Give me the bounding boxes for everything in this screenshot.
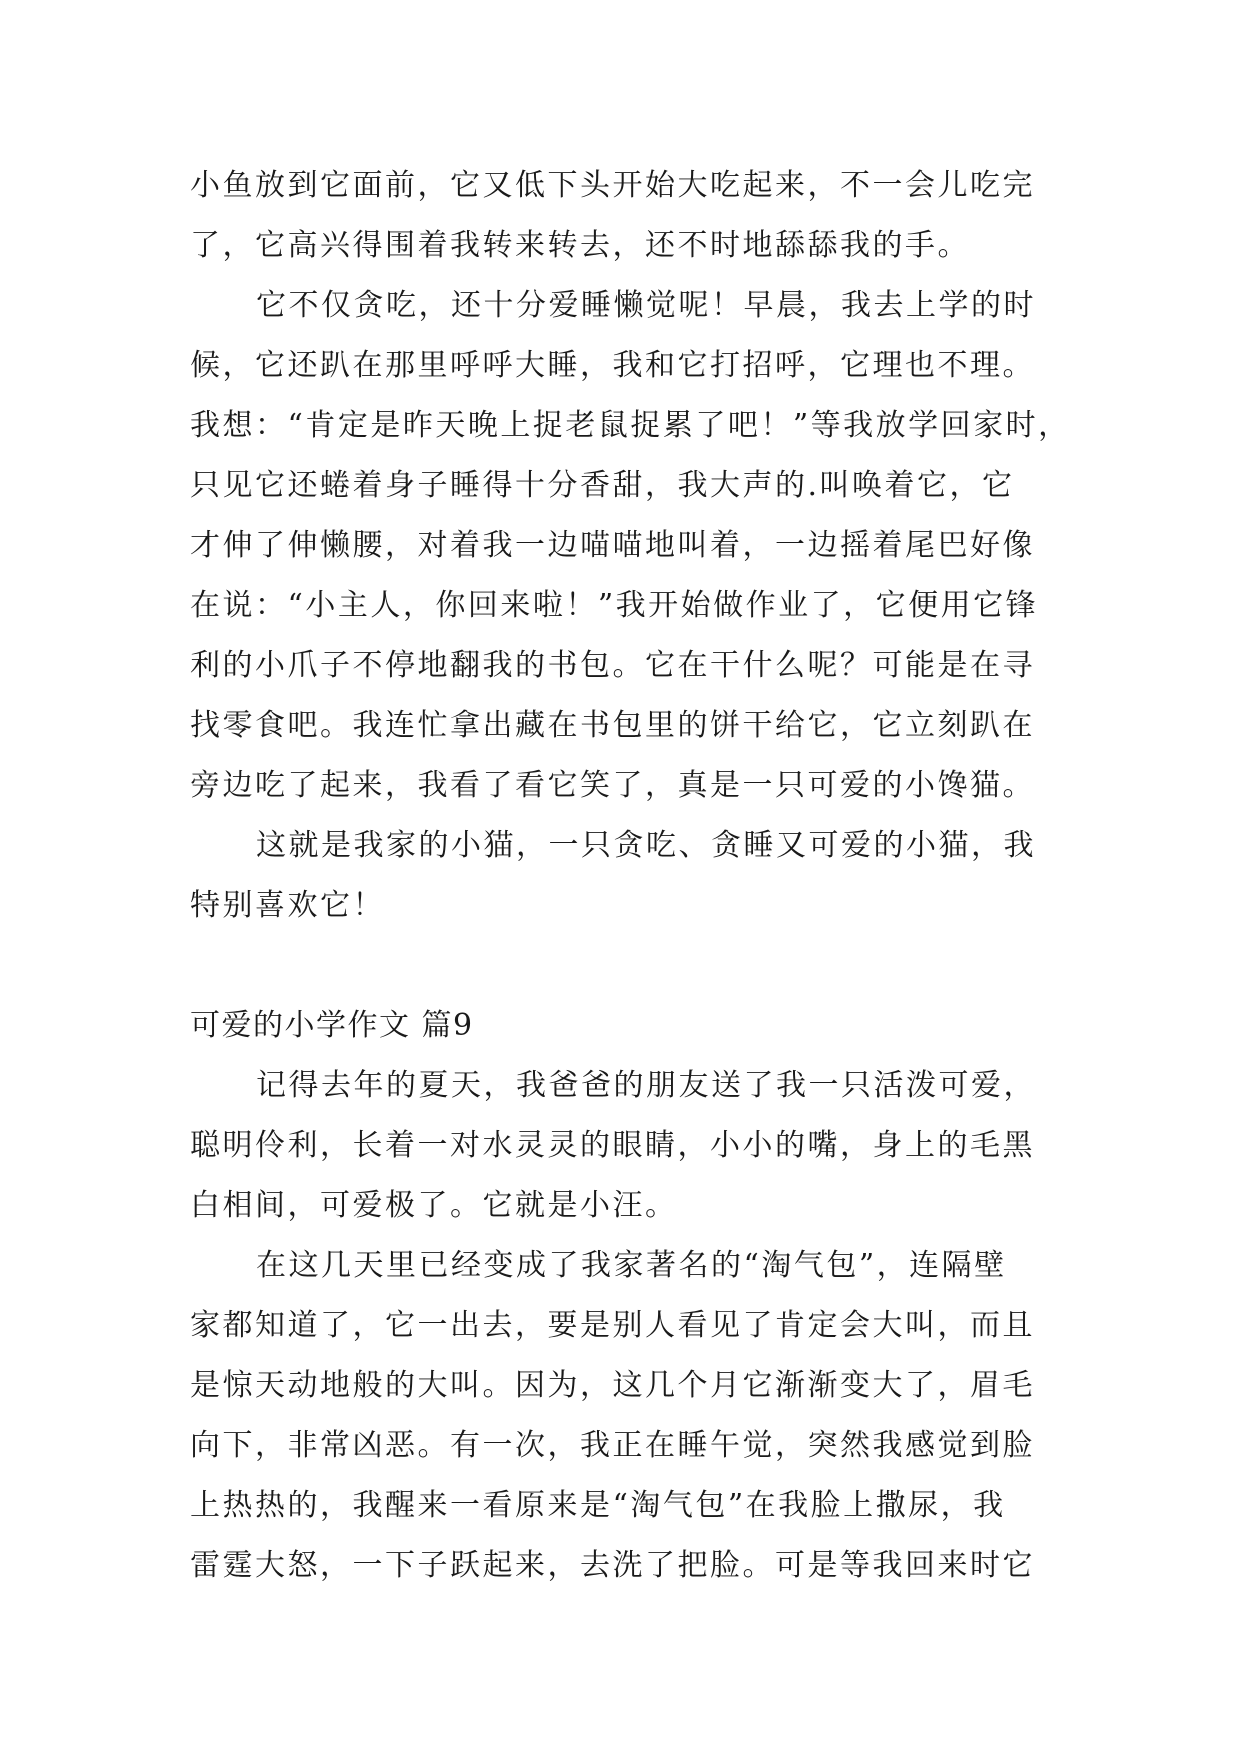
text-line: 家都知道了，它一出去，要是别人看见了肯定会大叫，而且 [190, 1308, 1035, 1343]
text-line: 向下，非常凶恶。有一次，我正在睡午觉，突然我感觉到脸 [190, 1428, 1035, 1463]
text-line: 旁边吃了起来，我看了看它笑了，真是一只可爱的小馋猫。 [190, 768, 1035, 803]
paragraph-first-line: 记得去年的夏天，我爸爸的朋友送了我一只活泼可爱， [256, 1068, 1036, 1103]
text-line: 了，它高兴得围着我转来转去，还不时地舔舔我的手。 [190, 228, 970, 263]
text-line: 我想：“肯定是昨天晚上捉老鼠捉累了吧！”等我放学回家时， [190, 408, 1071, 443]
text-line: 小鱼放到它面前，它又低下头开始大吃起来，不一会儿吃完 [190, 168, 1035, 203]
section-heading: 可爱的小学作文 篇9 [190, 1008, 474, 1043]
text-line: 上热热的，我醒来一看原来是“淘气包”在我脸上撒尿，我 [190, 1488, 1006, 1523]
text-line: 雷霆大怒，一下子跃起来，去洗了把脸。可是等我回来时它 [190, 1548, 1035, 1583]
text-line: 只见它还蜷着身子睡得十分香甜，我大声的.叫唤着它，它 [190, 468, 1015, 503]
text-line: 聪明伶利，长着一对水灵灵的眼睛，小小的嘴，身上的毛黑 [190, 1128, 1035, 1163]
text-line: 特别喜欢它！ [190, 888, 385, 923]
text-line: 在说：“小主人，你回来啦！”我开始做作业了，它便用它锋 [190, 588, 1039, 623]
text-line: 才伸了伸懒腰，对着我一边喵喵地叫着，一边摇着尾巴好像 [190, 528, 1035, 563]
text-line: 是惊天动地般的大叫。因为，这几个月它渐渐变大了，眉毛 [190, 1368, 1035, 1403]
text-line: 找零食吧。我连忙拿出藏在书包里的饼干给它，它立刻趴在 [190, 708, 1035, 743]
paragraph-first-line: 它不仅贪吃，还十分爱睡懒觉呢！早晨，我去上学的时 [256, 288, 1036, 323]
text-line: 利的小爪子不停地翻我的书包。它在干什么呢？可能是在寻 [190, 648, 1035, 683]
paragraph-first-line: 在这几天里已经变成了我家著名的“淘气包”，连隔壁 [256, 1248, 1007, 1283]
text-line: 候，它还趴在那里呼呼大睡，我和它打招呼，它理也不理。 [190, 348, 1035, 383]
paragraph-first-line: 这就是我家的小猫，一只贪吃、贪睡又可爱的小猫，我 [256, 828, 1036, 863]
text-line: 白相间，可爱极了。它就是小汪。 [190, 1188, 678, 1223]
